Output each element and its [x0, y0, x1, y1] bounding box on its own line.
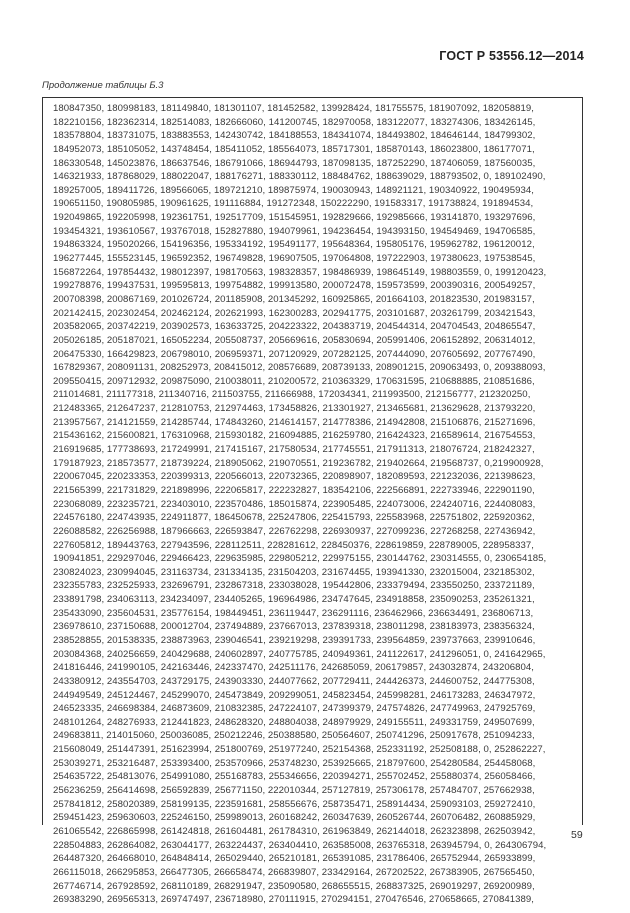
table-row: 202142415, 202302454, 202462124, 202621993, 162300283, 202941775, 203101687, 203261799, 203421543, — [53, 307, 536, 319]
table-row: 224576180, 224743935, 224911877, 186450678, 225247806, 225415793, 225583968, 225751802, 225920362, — [53, 512, 535, 524]
table-row: 182210156, 182362314, 182514083, 182666060, 141200745, 182970058, 183122077, 183274306, 183426145, — [53, 116, 536, 128]
table-row: 215436162, 215600821, 176310968, 215930182, 216094885, 216259780, 216424323, 216589614, 216754553, — [53, 430, 536, 442]
table-row: 190941851, 229297046, 229466423, 229635985, 229805212, 229975155, 230144762, 230314555, 0, 230654185, — [53, 553, 547, 565]
table-body — [53, 102, 576, 907]
table-row: 249683811, 214015060, 250036085, 250212246, 250388580, 250564607, 250741296, 250917678, 251094233, — [53, 730, 535, 742]
table-row: 264487320, 264668010, 264848414, 265029440, 265210181, 265391085, 231786406, 265752944, 265933899, — [53, 853, 536, 865]
table-row: 179187923, 218573577, 218739224, 218905062, 219070551, 219236782, 219402664, 219568737, 0,219900928, — [53, 457, 544, 469]
table-row: 211014681, 211177318, 211340716, 211503755, 211666988, 172034341, 211993500, 212156777, 212320250, — [53, 389, 531, 401]
table-row: 205026185, 205187021, 165052234, 205508737, 205669616, 205830694, 205991406, 206152892, 206314012, — [53, 334, 536, 346]
table-row: 146321933, 187868029, 188022047, 188176271, 188330112, 188484762, 188639029, 188793502, 0, 189102490, — [53, 171, 546, 183]
table-row: 203084368, 240256659, 240429688, 240602897, 240775785, 240949361, 241122617, 241296051, 0, 241642965, — [53, 648, 546, 660]
table-row: 167829367, 208091131, 208252973, 208415012, 208576689, 208739133, 208901215, 209063493, 0, 209388093, — [53, 362, 546, 374]
table-row: 209550415, 209712932, 209875090, 210038011, 210200572, 210363329, 170631595, 210688885, 210851686, — [53, 375, 535, 387]
table-row: 235433090, 235604531, 235776154, 198449451, 236119447, 236291116, 236462966, 236634491, 236806713, — [53, 607, 534, 619]
table-row: 246523335, 246698384, 246873609, 210832385, 247224107, 247399379, 247574826, 247749963, 247925769, — [53, 703, 536, 715]
table-row: 266115018, 266295853, 266477305, 266658474, 266839807, 233429164, 267202522, 267383905, 267565450, — [53, 866, 535, 878]
table-row: 230824023, 230994045, 231163734, 231334135, 231504203, 231674455, 193941330, 232015004, 232185302, — [53, 566, 535, 578]
table-row: 226088582, 226256988, 187966663, 226593847, 226762298, 226930937, 227099236, 227268258, 227436942, — [53, 525, 536, 537]
table-row: 213957567, 214121559, 214285744, 174843260, 214614157, 214778386, 214942808, 215106876, 215271696, — [53, 416, 536, 428]
table-row: 193454321, 193610567, 193767018, 152827880, 194079961, 194236454, 194393150, 194549469, 194706585, — [53, 225, 536, 237]
table-row: 233891798, 234063113, 234234097, 234405265, 196964986, 234747645, 234918858, 235090253, 235261321, — [53, 594, 535, 606]
table-row: 156872264, 197854432, 198012397, 198170563, 198328357, 198486939, 198645149, 198803559, 0, 199120423, — [53, 266, 547, 278]
table-row: 184952073, 185105052, 143748454, 185411052, 185564073, 185717301, 185870143, 186023800, 186177071, — [53, 143, 535, 155]
table-row: 189257005, 189411726, 189566065, 189721210, 189875974, 190030943, 148921121, 190340922, 190495934, — [53, 184, 534, 196]
table-row: 259451423, 259630603, 225246150, 259989013, 260168242, 260347639, 260526744, 260706482, 260885929, — [53, 812, 536, 824]
table-continuation-caption: Продолжение таблицы Б.3 — [42, 80, 164, 91]
table-row: 238528855, 201538335, 238873963, 239046541, 239219298, 239391733, 239564859, 239737663, 239910646, — [53, 634, 536, 646]
table-row: 216919685, 177738693, 217249991, 217415167, 217580534, 217745551, 217911313, 218076724, 218242327, — [53, 444, 535, 456]
table-row: 190651150, 190805985, 190961625, 191116884, 191272348, 150222290, 191583317, 191738824, 191894534, — [53, 198, 534, 210]
table-row: 194863324, 195020266, 154196356, 195334192, 195491177, 195648364, 195805176, 195962782, 196120012, — [53, 239, 535, 251]
standard-designation: ГОСТ Р 53556.12—2014 — [439, 49, 584, 63]
table-row: 203582065, 203742219, 203902573, 163633725, 204223322, 204383719, 204544314, 204704543, 204865547, — [53, 321, 536, 333]
table-row: 183578804, 183731075, 183883553, 142430742, 184188553, 184341074, 184493802, 184646144, 184799302, — [53, 130, 536, 142]
table-row: 254635722, 254813076, 254991080, 255168783, 255346656, 220394271, 255702452, 255880374, 256058466, — [53, 771, 536, 783]
table-row: 236978610, 237150688, 200012704, 237494889, 237667013, 237839318, 238011298, 238183973, 238356324, — [53, 621, 535, 633]
table-row: 192049865, 192205998, 192361751, 192517709, 151545951, 192829666, 192985666, 193141870, 193297696, — [53, 212, 536, 224]
table-row: 228504883, 262864082, 263044177, 263224437, 263404410, 263585008, 263765318, 263945794, 0, 264306794, — [53, 839, 547, 851]
table-row: 243380912, 243554703, 243729175, 243903330, 244077662, 207729411, 244426373, 244600752, 244775308, — [53, 675, 535, 687]
table-row: 241816446, 241990105, 242163446, 242337470, 242511176, 242685059, 206179857, 243032874, 243206804, — [53, 662, 534, 674]
table-row: 267746714, 267928592, 268110189, 268291947, 235090580, 268655515, 268837325, 269019297, 269200989, — [53, 880, 535, 892]
table-row: 220067045, 220233353, 220399313, 220566013, 220732365, 220898907, 182089593, 221232036, 221398623, — [53, 471, 536, 483]
table-row: 180847350, 180998183, 181149840, 181301107, 181452582, 139928424, 181755575, 181907092, 182058819, — [53, 103, 534, 114]
table-row: 253039271, 253216487, 253393400, 253570966, 253748230, 253925665, 218797600, 254280584, 254458068, — [53, 757, 536, 769]
table-row: 221565399, 221731829, 221898996, 222065817, 222232827, 183542106, 222566891, 222733946, 222901190, — [53, 484, 535, 496]
table-row: 196277445, 155523145, 196592352, 196749828, 196907505, 197064808, 197222903, 197380623, 197538545, — [53, 253, 536, 265]
table-row: 227605812, 189443763, 227943596, 228112511, 228281612, 228450376, 228619859, 228789005, 228958337, — [53, 539, 534, 551]
table-row: 223068089, 223235721, 223403010, 223570486, 185015874, 223905485, 224073006, 224240716, 224408083, — [53, 498, 536, 510]
table-row: 261065542, 226865998, 261424818, 261604481, 261784310, 261963849, 262144018, 262323898, 262503942, — [53, 825, 536, 837]
table-row: 269383290, 269565313, 269747497, 236718980, 270111915, 270294151, 270476546, 270658665, 270841389, — [53, 894, 534, 906]
table-row: 244949549, 245124467, 245299070, 245473849, 209299051, 245823454, 245998281, 246173283, 246347972, — [53, 689, 536, 701]
table-row: 212483365, 212647237, 212810753, 212974463, 173458826, 213301927, 213465681, 213629628, 213793220, — [53, 403, 536, 415]
table-row: 232355783, 232525933, 232696791, 232867318, 233038028, 195442806, 233379494, 233550250, 233721189, — [53, 580, 535, 592]
page-number: 59 — [571, 829, 583, 841]
table-row: 199278876, 199437531, 199595813, 199754882, 199913580, 200072478, 159573599, 200390316, 200549257, — [53, 280, 536, 292]
table-row: 215608049, 251447391, 251623994, 251800769, 251977240, 252154368, 252331192, 252508188, 0, 252862227, — [53, 744, 546, 756]
table-row: 257841812, 258020389, 258199135, 223591681, 258556676, 258735471, 258914434, 259093103, 259272410, — [53, 798, 536, 810]
table-row: 256236259, 256414698, 256592839, 256771150, 222010344, 257127819, 257306178, 257484707, 257662938, — [53, 785, 535, 797]
data-table — [42, 97, 583, 906]
table-row: 248101264, 248276933, 212441823, 248628320, 248804038, 248979929, 249155511, 249331759, 249507699, — [53, 716, 535, 728]
table-row: 206475330, 166429823, 206798010, 206959371, 207120929, 207282125, 207444090, 207605692, 207767490, — [53, 348, 536, 360]
table-row: 200708398, 200867169, 201026724, 201185908, 201345292, 160925865, 201664103, 201823530, 201983157, — [53, 293, 535, 305]
table-row: 186330548, 145023876, 186637546, 186791066, 186944793, 187098135, 187252290, 187406059, 187560035, — [53, 157, 536, 169]
